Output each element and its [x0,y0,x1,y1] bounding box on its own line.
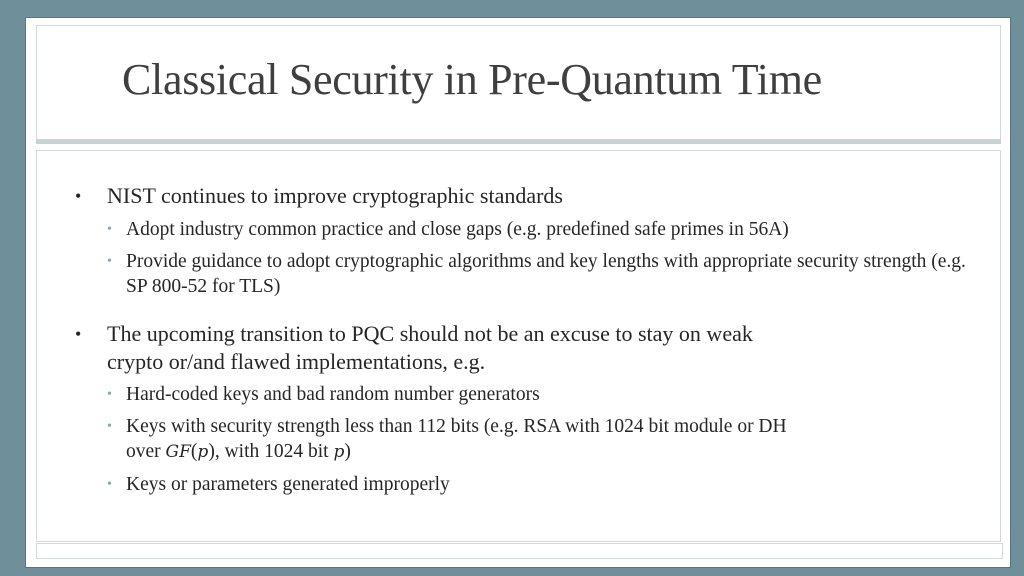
sub-bullet-marker: • [107,387,112,402]
sub-bullet-text: Hard-coded keys and bad random number generators [126,384,540,405]
sub-bullet-item [107,414,986,465]
sub-bullet-text-line1: Keys with security strength less than 112 bits (e.g. RSA with 1024 bit module or DH [126,416,787,437]
sub-bullet-text: Provide guidance to adopt cryptographic algorithms and key lengths with appropriate security strength (e.g. SP 800-52 for TLS) [126,251,966,297]
sub-bullet-marker: • [107,222,112,237]
sub-bullet-text-mid: , with 1024 bit [214,441,334,462]
math-p: p [197,442,209,462]
sub-bullet-text: Adopt industry common practice and close gaps (e.g. predefined safe primes in 56A) [126,219,789,240]
sub-bullet-item [107,249,981,299]
footer-border [36,543,1003,559]
title-area [36,25,1001,140]
math-paren-open: ( [190,441,198,462]
sub-bullet-text-end: ) [344,441,351,462]
slide-title: Classical Security in Pre-Quantum Time [122,55,822,104]
bullet-text-line2: crypto or/and flawed implementations, e.g. [107,349,486,374]
sub-bullet-item [107,382,986,407]
sub-bullet-marker: • [107,419,112,434]
math-p2: p [333,442,345,462]
bullet-text: NIST continues to improve cryptographic standards [107,183,563,208]
math-gf: GF [165,442,191,462]
sub-bullet-marker: • [107,254,112,269]
bullet-marker: • [75,324,82,344]
bullet-item [75,320,987,376]
sub-bullet-item [107,472,986,497]
math-paren-close: ) [208,441,215,462]
bullet-marker: • [75,186,82,206]
title-divider [36,139,1001,144]
sub-bullet-item [107,217,986,242]
bullet-text-line1: The upcoming transition to PQC should not be an excuse to stay on weak [107,321,753,346]
sub-bullet-text: Keys or parameters generated improperly [126,474,450,495]
sub-bullet-marker: • [107,477,112,492]
sub-bullet-text-over: over [126,441,166,462]
bullet-item [75,182,987,210]
